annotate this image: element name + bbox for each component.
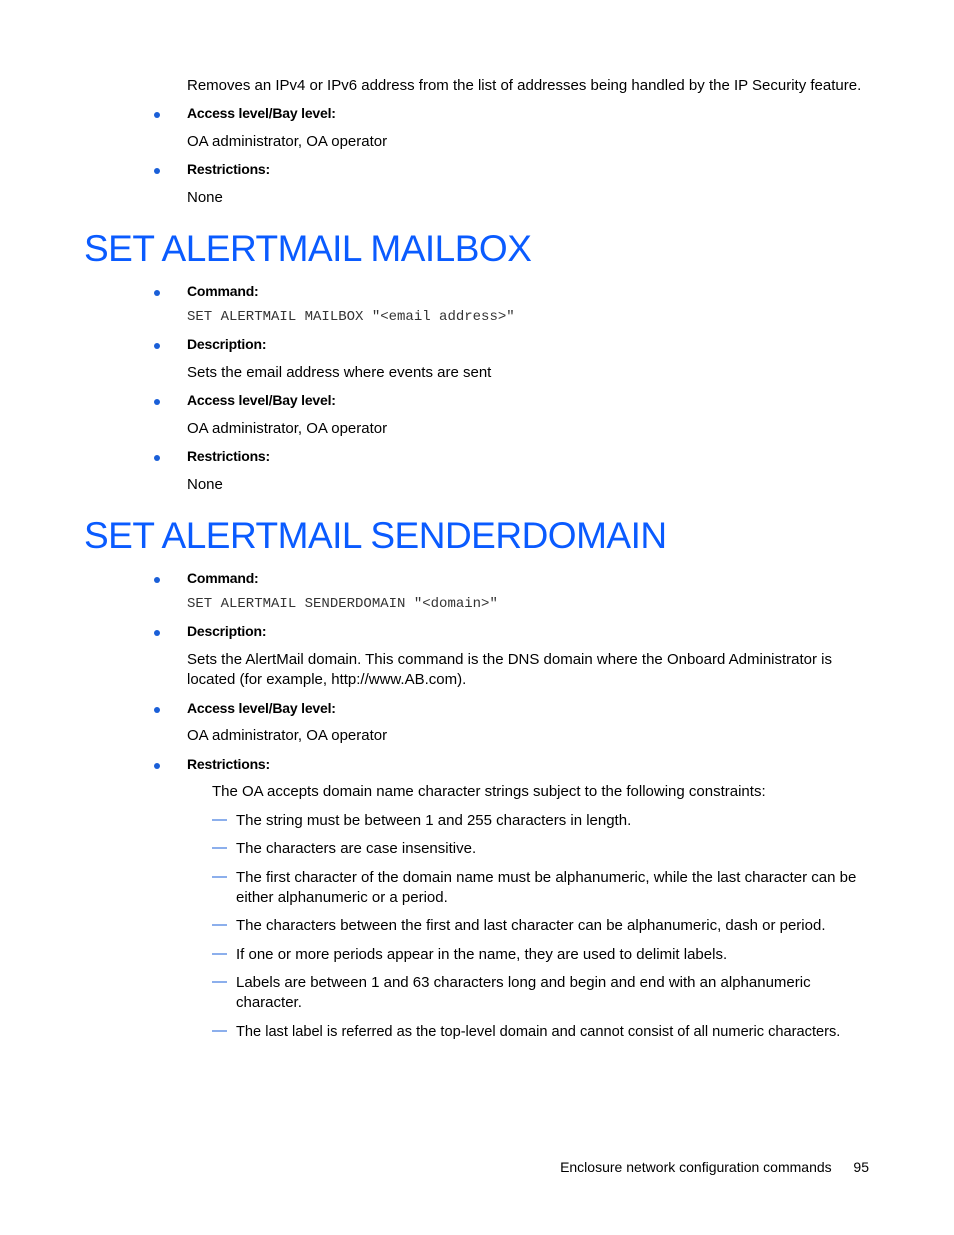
bullet-icon [154,577,160,583]
bullet-icon [154,707,160,713]
bullet-icon [154,455,160,461]
mailbox-command-label: Command: [187,283,259,299]
senderdomain-description-line1: Sets the AlertMail domain. This command is the DNS domain where the Onboard Administrator is [187,651,833,668]
mailbox-restrictions-value: None [187,476,223,493]
bullet-icon [154,168,160,174]
bullet-icon [154,343,160,349]
intro-restrictions-label: Restrictions: [187,161,270,177]
senderdomain-access-label: Access level/Bay level: [187,700,336,716]
senderdomain-description-label: Description: [187,623,267,639]
mailbox-description: Sets the email address where events are sent [187,364,492,381]
dash-icon: — [212,868,227,885]
senderdomain-restrictions-label: Restrictions: [187,756,270,772]
mailbox-access-value: OA administrator, OA operator [187,420,388,437]
bullet-icon [154,290,160,296]
page-number: 95 [853,1159,869,1175]
intro-access-value: OA administrator, OA operator [187,133,388,150]
dash-icon: — [212,916,227,933]
bullet-icon [154,399,160,405]
dash-icon: — [212,945,227,962]
intro-description: Removes an IPv4 or IPv6 address from the list of addresses being handled by the IP Security feature. [187,77,862,94]
intro-access-label: Access level/Bay level: [187,105,336,121]
senderdomain-description-line2: located (for example, http://www.AB.com). [187,671,467,688]
bullet-icon [154,763,160,769]
dash-icon: — [212,811,227,828]
page-footer [560,1159,869,1175]
bullet-icon [154,112,160,118]
constraint-item: The characters are case insensitive. [236,840,477,857]
mailbox-access-label: Access level/Bay level: [187,392,336,408]
constraint-item: The string must be between 1 and 255 characters in length. [236,812,632,829]
constraint-item: If one or more periods appear in the name, they are used to delimit labels. [236,946,728,963]
dash-icon: — [212,973,227,990]
constraint-item: Labels are between 1 and 63 characters long and begin and end with an alphanumeric character. [236,974,811,1011]
mailbox-heading: SET ALERTMAIL MAILBOX [84,228,532,269]
mailbox-command: SET ALERTMAIL MAILBOX "<email address>" [187,309,515,325]
senderdomain-heading: SET ALERTMAIL SENDERDOMAIN [84,515,667,556]
constraint-item: The last label is referred as the top-level domain and cannot consist of all numeric characters. [236,1024,841,1040]
senderdomain-restrictions-intro: The OA accepts domain name character strings subject to the following constraints: [212,783,766,800]
intro-restrictions-value: None [187,189,223,206]
senderdomain-access-value: OA administrator, OA operator [187,727,388,744]
bullet-icon [154,630,160,636]
senderdomain-command-label: Command: [187,570,259,586]
dash-icon: — [212,1022,227,1039]
footer-section-title: Enclosure network configuration commands [560,1159,832,1175]
mailbox-description-label: Description: [187,336,267,352]
senderdomain-command: SET ALERTMAIL SENDERDOMAIN "<domain>" [187,596,498,612]
dash-icon: — [212,839,227,856]
constraint-item: The first character of the domain name must be alphanumeric, while the last character can be either alphanumeric or a period. [236,869,857,906]
constraint-item: The characters between the first and last character can be alphanumeric, dash or period. [236,917,826,934]
mailbox-restrictions-label: Restrictions: [187,448,270,464]
